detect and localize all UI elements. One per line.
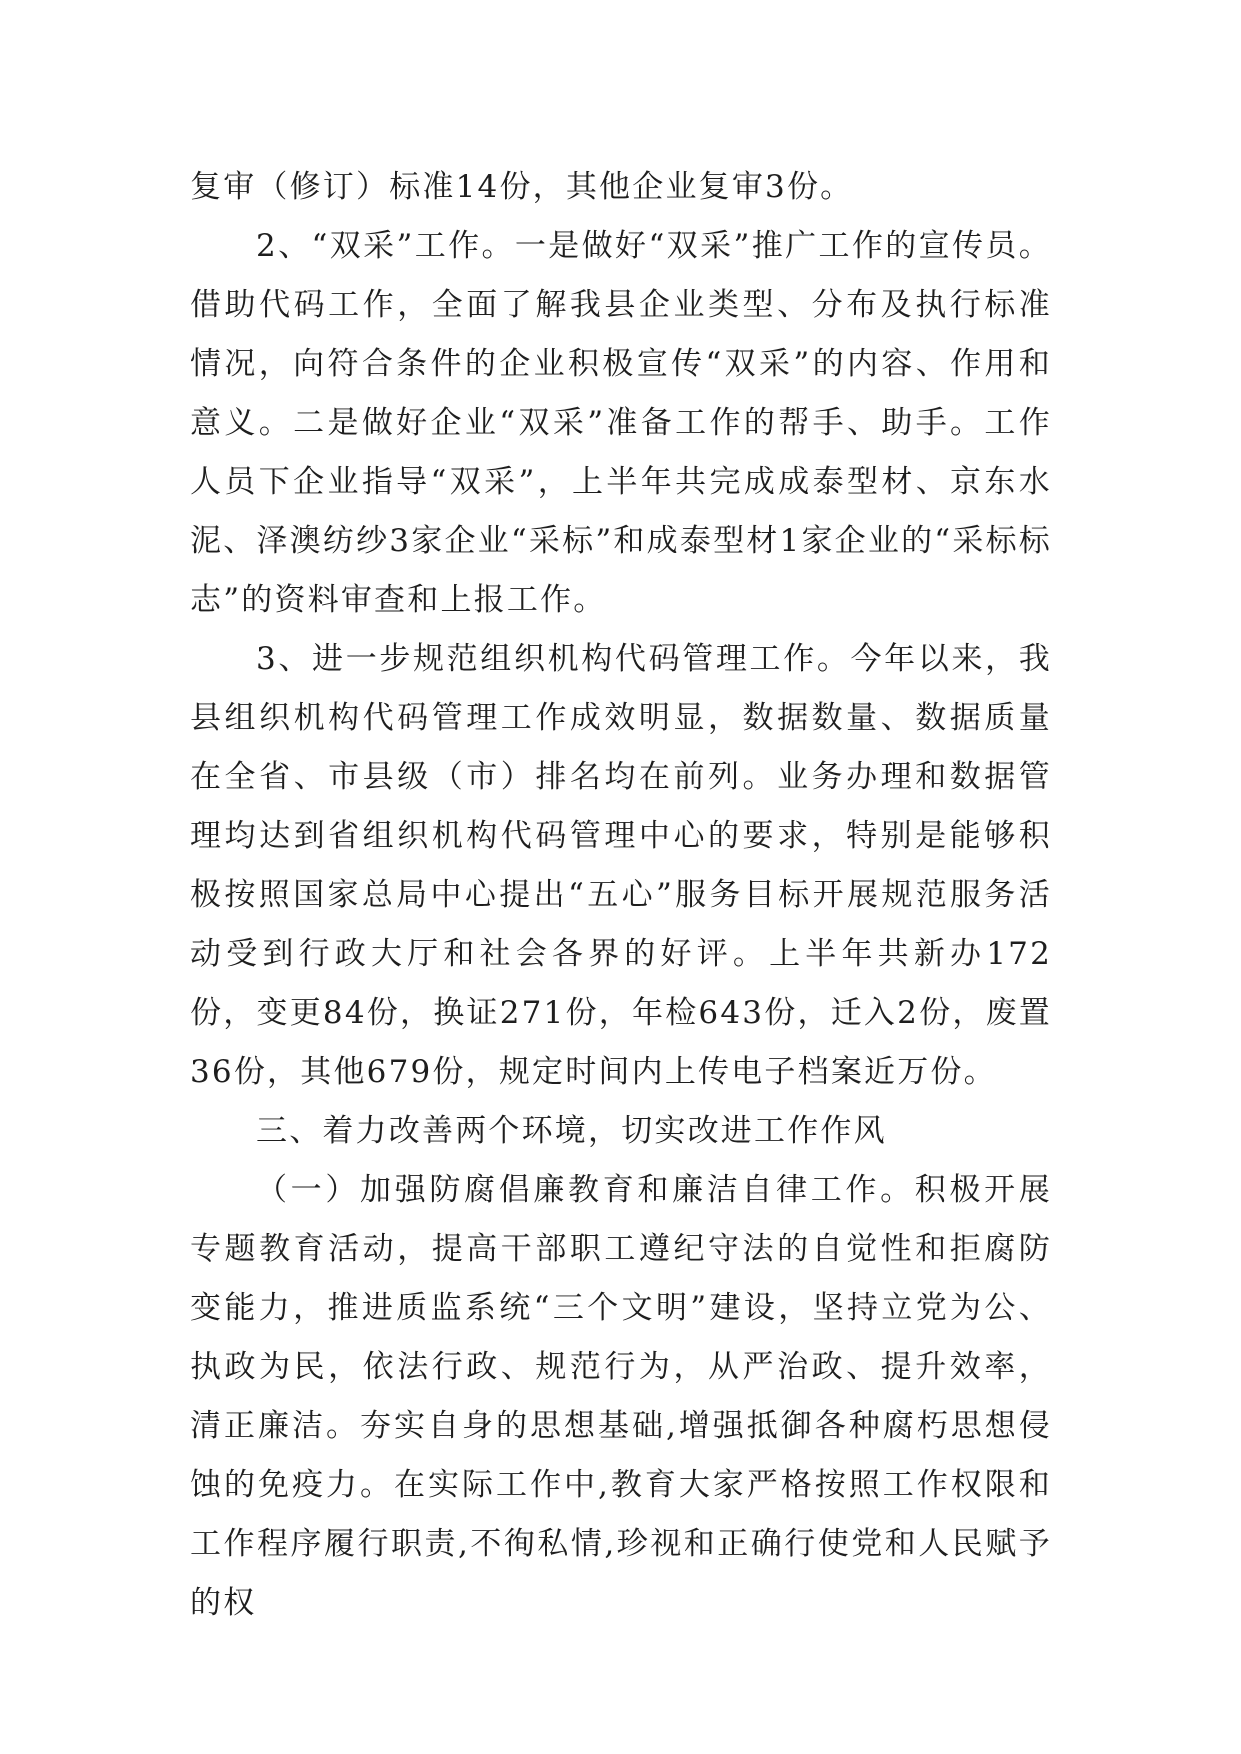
document-body <box>190 158 1052 1633</box>
section-heading-work-style: 三、着力改善两个环境，切实改进工作作风 <box>256 1113 887 1149</box>
paragraph-anti-corruption-education: （一）加强防腐倡廉教育和廉洁自律工作。积极开展专题教育活动，提高干部职工遵纪守法的自觉性和拒腐防变能力，推进质监系统“三个文明”建设，坚持立党为公、执政为民，依法行政、规范行为，从严治政、提升效率，清正廉洁。夯实自身的思想基础,增强抵御各种腐朽思想侵蚀的免疫力。在实际工作中,教育大家严格按照工作权限和工作程序履行职责,不徇私情,珍视和正确行使党和人民赋予的权 <box>190 1172 1052 1621</box>
paragraph-continued-review-standards: 复审（修订）标准14份，其他企业复审3份。 <box>190 169 854 205</box>
paragraph-organization-code-management: 3、进一步规范组织机构代码管理工作。今年以来，我县组织机构代码管理工作成效明显，数据数量、数据质量在全省、市县级（市）排名均在前列。业务办理和数据管理均达到省组织机构代码管理中心的要求，特别是能够积极按照国家总局中心提出“五心”服务目标开展规范服务活动受到行政大厅和社会各界的好评。上半年共新办172份，变更84份，换证271份，年检643份，迁入2份，废置36份，其他679份，规定时间内上传电子档案近万份。 <box>190 641 1052 1090</box>
paragraph-shuangcai-work: 2、“双采”工作。一是做好“双采”推广工作的宣传员。借助代码工作，全面了解我县企业类型、分布及执行标准情况，向符合条件的企业积极宣传“双采”的内容、作用和意义。二是做好企业“双采”准备工作的帮手、助手。工作人员下企业指导“双采”，上半年共完成成泰型材、京东水泥、泽澳纺纱3家企业“采标”和成泰型材1家企业的“采标标志”的资料审查和上报工作。 <box>190 228 1052 618</box>
